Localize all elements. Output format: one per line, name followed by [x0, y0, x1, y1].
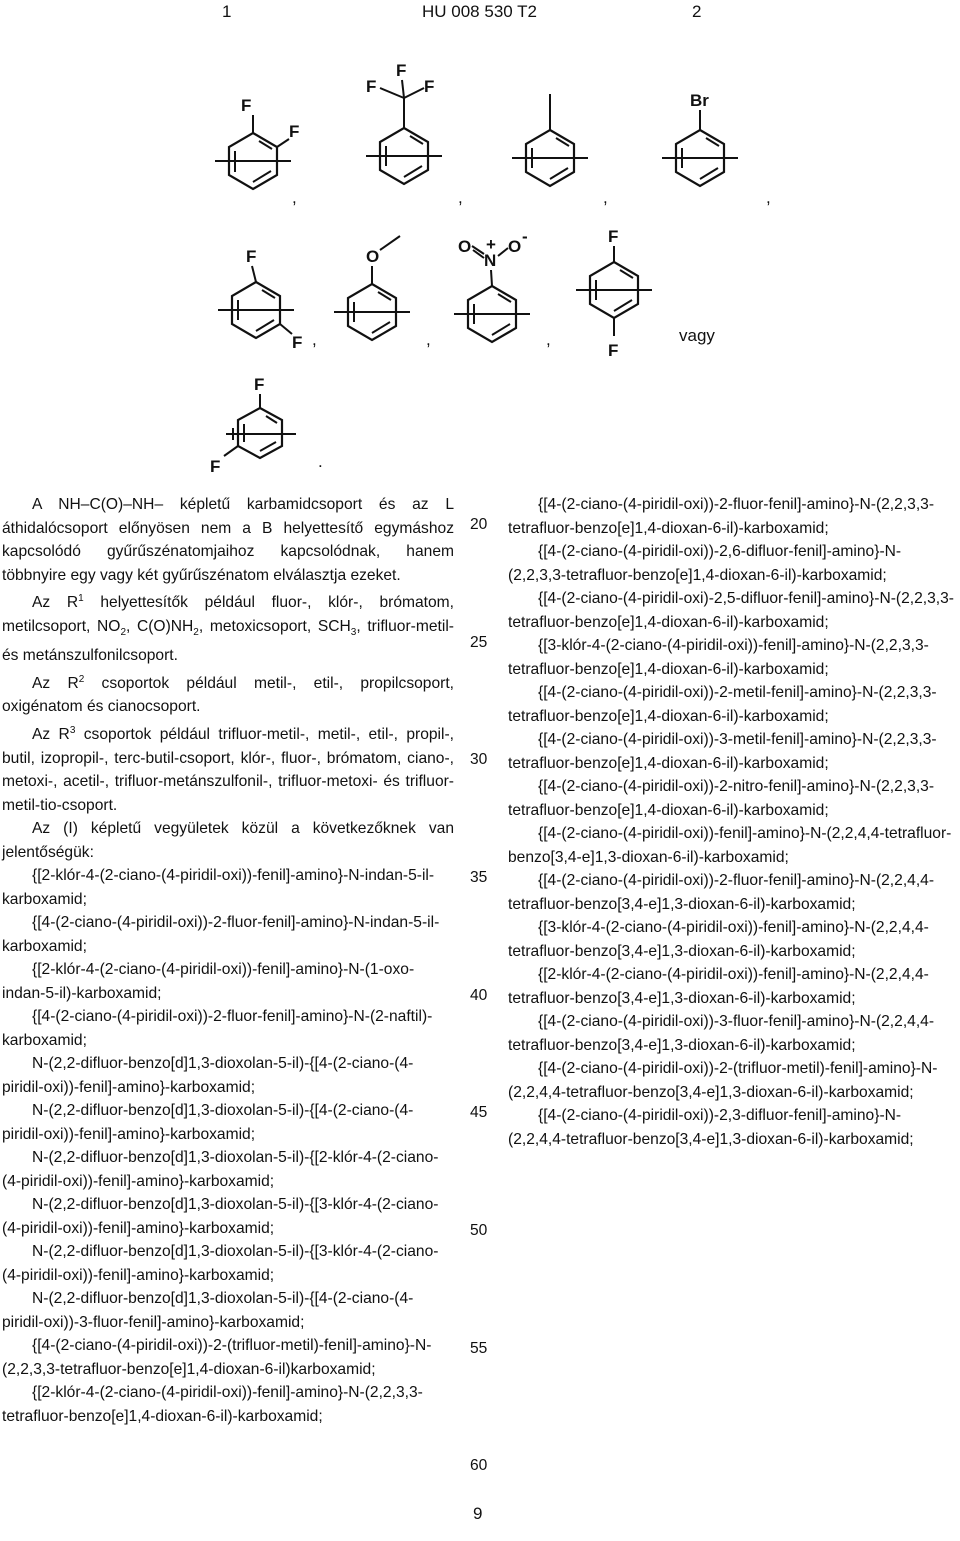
r2-text: csoportok például metil-, etil-, propilcsoport, oxigénatom és cianocsoport.: [2, 674, 454, 716]
compound-item: {[4-(2-ciano-(4-piridil-oxi))-3-metil-fenil]-amino}-N-(2,2,3,3-tetrafluor-benzo[e]1,4-dioxan-6-il)-karboxamid;: [508, 731, 937, 772]
r1-text: helyettesítők például fluor-, klór-, brómatom, metilcsoport, NO: [2, 594, 454, 635]
atom-label: F: [292, 333, 303, 352]
r3-text: csoportok például trifluor-metil-, metil-, etil-, propil-, butil, izopropil-, terc-butil-csoport, klór-, fluor-, brómatom, ciano-, metoxi-, acetil-, trifluor-metánszulfonil-, trifluor-metoxi- és trifluor-metil-tio-csoport.: [2, 726, 454, 814]
structure-difluorophenyl-3: [566, 226, 676, 361]
atom-label: F: [254, 375, 265, 394]
subscript: 2: [120, 626, 126, 638]
atom-label: F: [241, 96, 252, 115]
r2-text: Az R: [32, 674, 79, 692]
compound-item: {[2-klór-4-(2-ciano-(4-piridil-oxi))-fenil]-amino}-N-(2,2,3,3-tetrafluor-benzo[e]1,4-dioxan-6-il)-karboxamid;: [2, 1384, 423, 1425]
structure-methoxyphenyl: [322, 232, 432, 362]
line-number: 20: [470, 516, 488, 533]
compound-item: N-(2,2-difluor-benzo[d]1,3-dioxolan-5-il)-{[4-(2-ciano-(4-piridil-oxi))-fenil]-amino}-karboxamid;: [2, 1102, 414, 1143]
compound-item: {[4-(2-ciano-(4-piridil-oxi))-2,6-difluor-fenil]-amino}-N-(2,2,3,3-tetrafluor-benzo[e]1,4-dioxan-6-il)-karboxamid;: [508, 543, 902, 584]
page-number: 9: [473, 1504, 483, 1523]
separator: .: [318, 452, 323, 471]
line-number: 60: [470, 1457, 488, 1474]
r1-text: , metoxicsoport, SCH: [198, 617, 351, 635]
subscript: 3: [350, 626, 357, 638]
compound-item: {[4-(2-ciano-(4-piridil-oxi))-2-(trifluor-metil)-fenil]-amino}-N-(2,2,4,4-tetrafluor-benzo[3,4-e]1,3-dioxan-6-il)-karboxamid;: [508, 1060, 938, 1101]
r2-superscript: 2: [78, 673, 85, 685]
atom-label: F: [608, 341, 619, 360]
compound-item: {[4-(2-ciano-(4-piridil-oxi))-2-fluor-fenil]-amino}-N-(2-naftil)-karboxamid;: [2, 1008, 433, 1049]
structure-methylphenyl: [500, 90, 610, 210]
compound-item: N-(2,2-difluor-benzo[d]1,3-dioxolan-5-il)-{[3-klór-4-(2-ciano-(4-piridil-oxi))-fenil]-amino}-karboxamid;: [2, 1196, 439, 1237]
structure-difluorophenyl-4: [204, 372, 314, 482]
right-column: [508, 493, 958, 1151]
paragraph-r3: [2, 719, 454, 817]
compound-item: {[4-(2-ciano-(4-piridil-oxi))-2-(trifluor-metil)-fenil]-amino}-N-(2,2,3,3-tetrafluor-benzo[e]1,4-dioxan-6-il)karboxamid;: [2, 1337, 432, 1378]
r3-superscript: 3: [69, 724, 76, 736]
structure-bromophenyl: [650, 88, 760, 208]
atom-label: F: [289, 122, 300, 141]
compound-item: {[4-(2-ciano-(4-piridil-oxi))-2-fluor-fenil]-amino}-N-indan-5-il-karboxamid;: [2, 914, 440, 955]
compound-item: {[4-(2-ciano-(4-piridil-oxi))-2,3-difluor-fenil]-amino}-N-(2,2,4,4-tetrafluor-benzo[3,4-e]1,3-dioxan-6-il)-karboxamid;: [508, 1107, 914, 1148]
compound-item: {[4-(2-ciano-(4-piridil-oxi))-fenil]-amino}-N-(2,2,4,4-tetrafluor-benzo[3,4-e]1,3-dioxan-6-il)-karboxamid;: [508, 825, 952, 866]
compound-item: {[4-(2-ciano-(4-piridil-oxi))-3-fluor-fenil]-amino}-N-(2,2,4,4-tetrafluor-benzo[3,4-e]1,3-dioxan-6-il)-karboxamid;: [508, 1013, 935, 1054]
line-number: 45: [470, 1104, 488, 1121]
compound-item: {[2-klór-4-(2-ciano-(4-piridil-oxi))-fenil]-amino}-N-(2,2,4,4-tetrafluor-benzo[3,4-e]1,3-dioxan-6-il)-karboxamid;: [508, 966, 929, 1007]
atom-label: O: [458, 237, 472, 256]
structure-difluorophenyl: [205, 95, 315, 210]
paragraph-urea-bridge: A NH–C(O)–NH– képletű karbamidcsoport és az L áthidalócsoport előnyösen nem a B helyettesítő egymáshoz kapcsolódó gyűrűszénatomjaihoz kapcsolódnak, hanem többnyire egy vagy két gyűrűszénatom elválasztja ezeket.: [2, 496, 454, 584]
line-number: 40: [470, 987, 488, 1004]
line-number: 35: [470, 869, 488, 886]
atom-label: N: [484, 251, 497, 270]
structure-trifluoromethylphenyl: [352, 58, 462, 208]
separator: ,: [458, 188, 463, 207]
compound-item: N-(2,2-difluor-benzo[d]1,3-dioxolan-5-il)-{[4-(2-ciano-(4-piridil-oxi))-fenil]-amino}-karboxamid;: [2, 1055, 414, 1096]
atom-label: +: [486, 235, 496, 254]
separator: ,: [603, 188, 608, 207]
structure-nitrophenyl: [446, 228, 556, 363]
compound-item: N-(2,2-difluor-benzo[d]1,3-dioxolan-5-il)-{[4-(2-ciano-(4-piridil-oxi))-3-fluor-fenil]-amino}-karboxamid;: [2, 1290, 414, 1331]
line-number: 50: [470, 1222, 488, 1239]
line-number: 55: [470, 1340, 488, 1357]
compound-item: {[4-(2-ciano-(4-piridil-oxi))-2-nitro-fenil]-amino}-N-(2,2,3,3-tetrafluor-benzo[e]1,4-dioxan-6-il)-karboxamid;: [508, 778, 935, 819]
atom-label: Br: [690, 91, 709, 110]
separator: ,: [312, 330, 317, 349]
paragraph-intro: Az (I) képletű vegyületek közül a következőknek van jelentőségük:: [2, 820, 454, 861]
atom-label: F: [246, 247, 257, 266]
structure-difluorophenyl-2: [200, 240, 320, 360]
vagy-word: vagy: [679, 326, 715, 345]
compound-item: {[3-klór-4-(2-ciano-(4-piridil-oxi))-fenil]-amino}-N-(2,2,3,3-tetrafluor-benzo[e]1,4-dioxan-6-il)-karboxamid;: [508, 637, 929, 678]
compound-item: N-(2,2-difluor-benzo[d]1,3-dioxolan-5-il)-{[3-klór-4-(2-ciano-(4-piridil-oxi))-fenil]-amino}-karboxamid;: [2, 1243, 439, 1284]
atom-label: F: [366, 77, 377, 96]
atom-label: F: [210, 457, 221, 476]
header-right-column-number: 2: [692, 2, 702, 21]
r1-text: Az R: [32, 594, 79, 612]
header-left-column-number: 1: [222, 2, 232, 21]
r1-text: , trifluor-metil- és metánszulfonilcsoport.: [2, 617, 454, 665]
atom-label: F: [608, 227, 619, 246]
compound-item: {[4-(2-ciano-(4-piridil-oxi))-2-fluor-fenil]-amino}-N-(2,2,3,3-tetrafluor-benzo[e]1,4-dioxan-6-il)-karboxamid;: [508, 496, 935, 537]
compound-item: {[4-(2-ciano-(4-piridil-oxi)-2,5-difluor-fenil]-amino}-N-(2,2,3,3-tetrafluor-benzo[e]1,4-dioxan-6-il)-karboxamid;: [508, 590, 954, 631]
header-patent-number: HU 008 530 T2: [422, 2, 537, 21]
separator: ,: [546, 330, 551, 349]
r3-text: Az R: [32, 726, 70, 744]
atom-label: O: [366, 247, 380, 266]
atom-label: F: [424, 77, 435, 96]
paragraph-r1: [2, 587, 454, 668]
separator: ,: [766, 188, 771, 207]
compound-item: {[3-klór-4-(2-ciano-(4-piridil-oxi))-fenil]-amino}-N-(2,2,4,4-tetrafluor-benzo[3,4-e]1,3-dioxan-6-il)-karboxamid;: [508, 919, 929, 960]
atom-label: O: [508, 237, 522, 256]
subscript: 2: [193, 626, 199, 638]
left-column: [2, 493, 454, 1428]
compound-item: {[2-klór-4-(2-ciano-(4-piridil-oxi))-fenil]-amino}-N-indan-5-il-karboxamid;: [2, 867, 435, 908]
separator: ,: [292, 188, 297, 207]
compound-item: {[4-(2-ciano-(4-piridil-oxi))-2-fluor-fenil]-amino}-N-(2,2,4,4-tetrafluor-benzo[3,4-e]1,3-dioxan-6-il)-karboxamid;: [508, 872, 935, 913]
line-number: 30: [470, 751, 488, 768]
r1-text: , C(O)NH: [126, 617, 194, 635]
r1-superscript: 1: [78, 593, 84, 604]
line-number: 25: [470, 634, 488, 651]
paragraph-r2: [2, 668, 454, 719]
atom-label: F: [396, 61, 407, 80]
compound-item: N-(2,2-difluor-benzo[d]1,3-dioxolan-5-il)-{[2-klór-4-(2-ciano-(4-piridil-oxi))-fenil]-amino}-karboxamid;: [2, 1149, 439, 1190]
compound-item: {[2-klór-4-(2-ciano-(4-piridil-oxi))-fenil]-amino}-N-(1-oxo-indan-5-il)-karboxamid;: [2, 961, 415, 1002]
atom-label: -: [522, 227, 528, 246]
separator: ,: [426, 330, 431, 349]
compound-item: {[4-(2-ciano-(4-piridil-oxi))-2-metil-fenil]-amino}-N-(2,2,3,3-tetrafluor-benzo[e]1,4-dioxan-6-il)-karboxamid;: [508, 684, 937, 725]
